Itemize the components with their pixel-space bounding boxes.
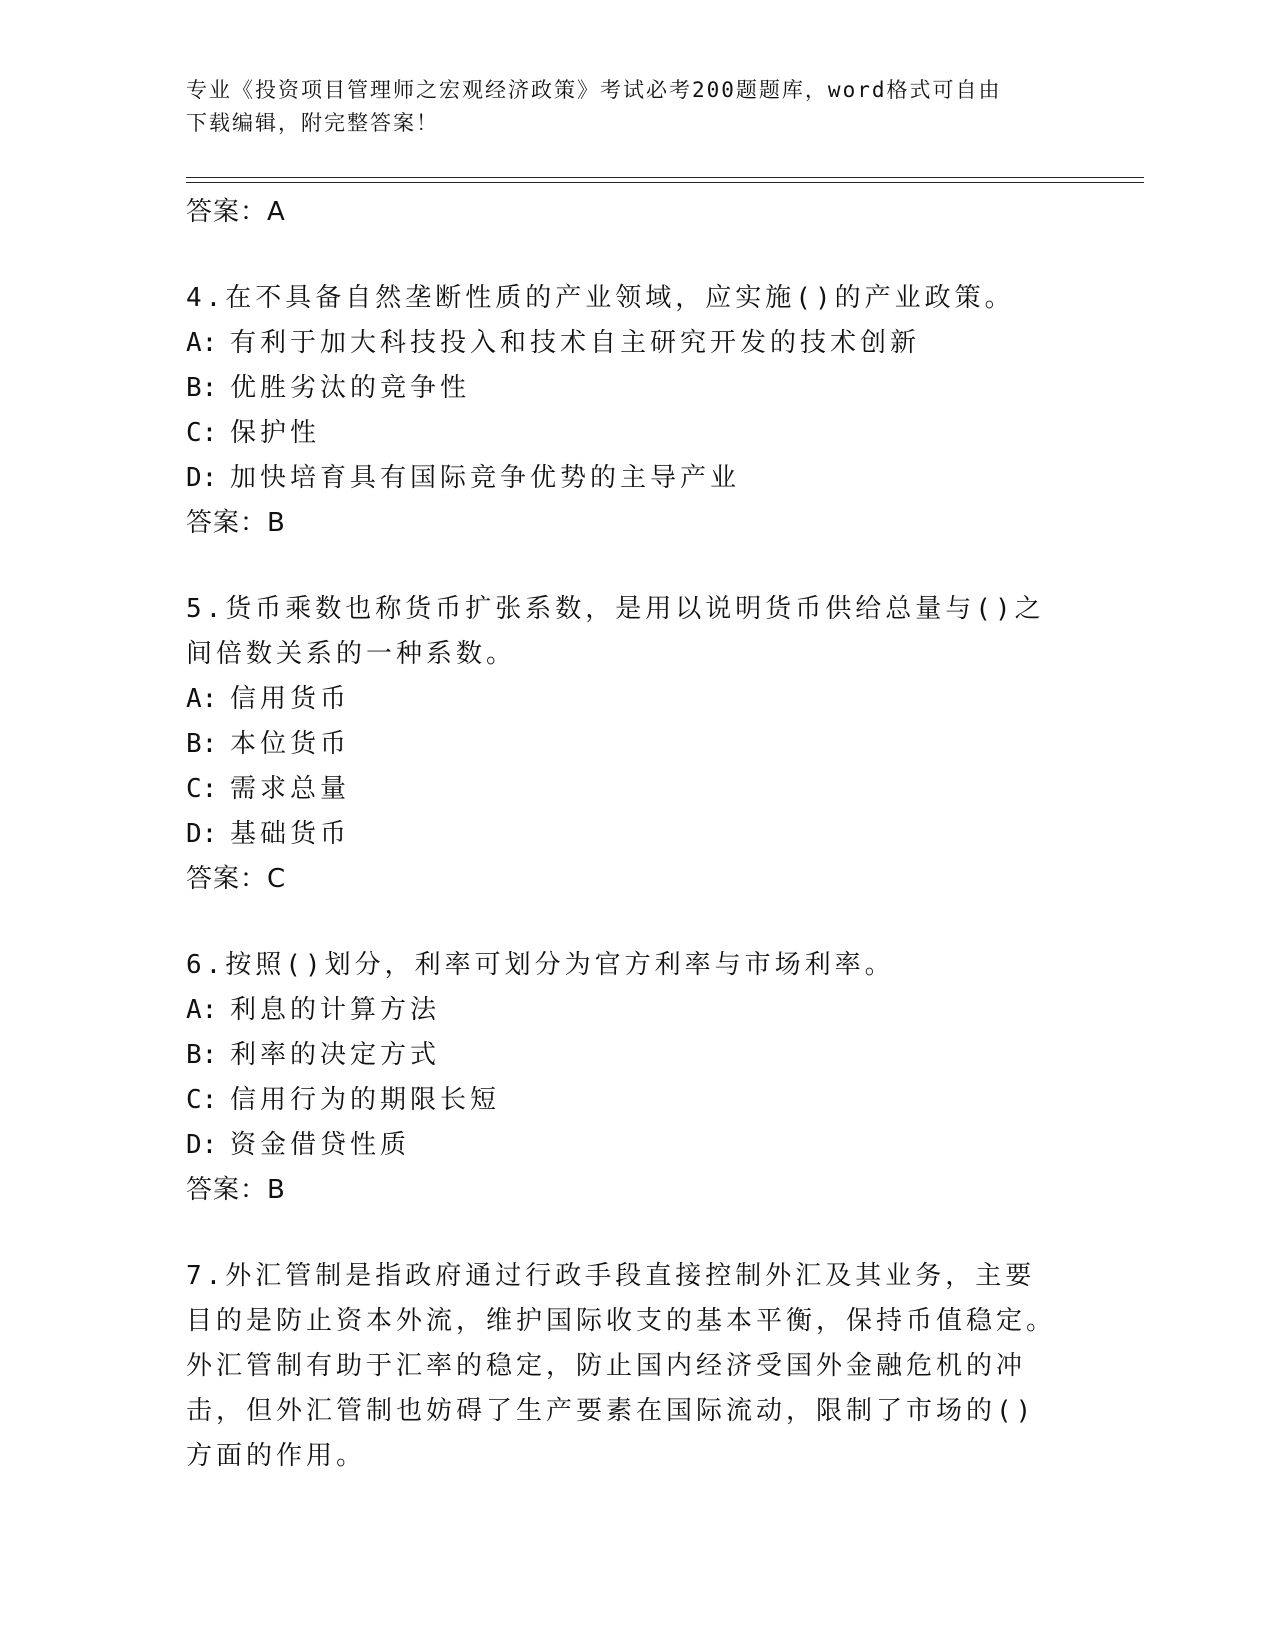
option-d [186,812,1056,857]
option-b [186,366,1056,411]
header-rule-top [186,177,1144,178]
header-rule-bottom [186,182,1144,183]
option-key: C: [186,774,218,804]
header-line-1: 专业《投资项目管理师之宏观经济政策》考试必考200题题库，word格式可自由 [186,78,1002,102]
option-key: B: [186,373,218,403]
option-key: C: [186,418,218,448]
option-a [186,321,1056,366]
option-key: C: [186,1085,218,1115]
option-c [186,1078,1056,1123]
option-a [186,988,1056,1033]
question-stem: 4.在不具备自然垄断性质的产业领域，应实施()的产业政策。 [186,283,1015,313]
option-text: 基础货币 [230,819,351,849]
answer-line: 答案：B [186,508,286,538]
question-stem: 6.按照()划分，利率可划分为官方利率与市场利率。 [186,950,895,980]
question-stem: 5.货币乘数也称货币扩张系数，是用以说明货币供给总量与()之间倍数关系的一种系数。 [186,594,1045,669]
option-c [186,767,1056,812]
answer-line: 答案：A [186,197,286,227]
option-text: 利息的计算方法 [230,995,441,1025]
option-key: D: [186,819,218,849]
header-line-2: 下载编辑，附完整答案！ [186,111,439,135]
option-a [186,677,1056,722]
answer-line: 答案：B [186,1175,286,1205]
document-body [186,190,1056,1479]
option-text: 保护性 [230,418,321,448]
option-key: B: [186,1040,218,1070]
option-key: B: [186,729,218,759]
option-text: 需求总量 [230,774,351,804]
option-text: 信用货币 [230,684,351,714]
option-text: 优胜劣汰的竞争性 [230,373,471,403]
option-key: A: [186,995,218,1025]
option-text: 利率的决定方式 [230,1040,441,1070]
question-block [186,943,1056,1213]
option-c [186,411,1056,456]
option-key: A: [186,684,218,714]
question-block [186,1254,1056,1479]
option-key: D: [186,463,218,493]
question-block [186,276,1056,546]
option-b [186,1033,1056,1078]
question-stem: 7.外汇管制是指政府通过行政手段直接控制外汇及其业务，主要目的是防止资本外流，维护国际收支的基本平衡，保持币值稳定。外汇管制有助于汇率的稳定，防止国内经济受国外金融危机的冲击，但外汇管制也妨碍了生产要素在国际流动，限制了市场的()方面的作用。 [186,1261,1057,1471]
option-text: 本位货币 [230,729,351,759]
question-block [186,587,1056,902]
option-text: 加快培育具有国际竞争优势的主导产业 [230,463,741,493]
option-key: D: [186,1130,218,1160]
answer-line: 答案：C [186,864,287,894]
option-text: 有利于加大科技投入和技术自主研究开发的技术创新 [230,328,921,358]
option-b [186,722,1056,767]
option-key: A: [186,328,218,358]
option-text: 信用行为的期限长短 [230,1085,501,1115]
document-header [186,74,1066,140]
option-d [186,1123,1056,1168]
option-d [186,456,1056,501]
option-text: 资金借贷性质 [230,1130,411,1160]
